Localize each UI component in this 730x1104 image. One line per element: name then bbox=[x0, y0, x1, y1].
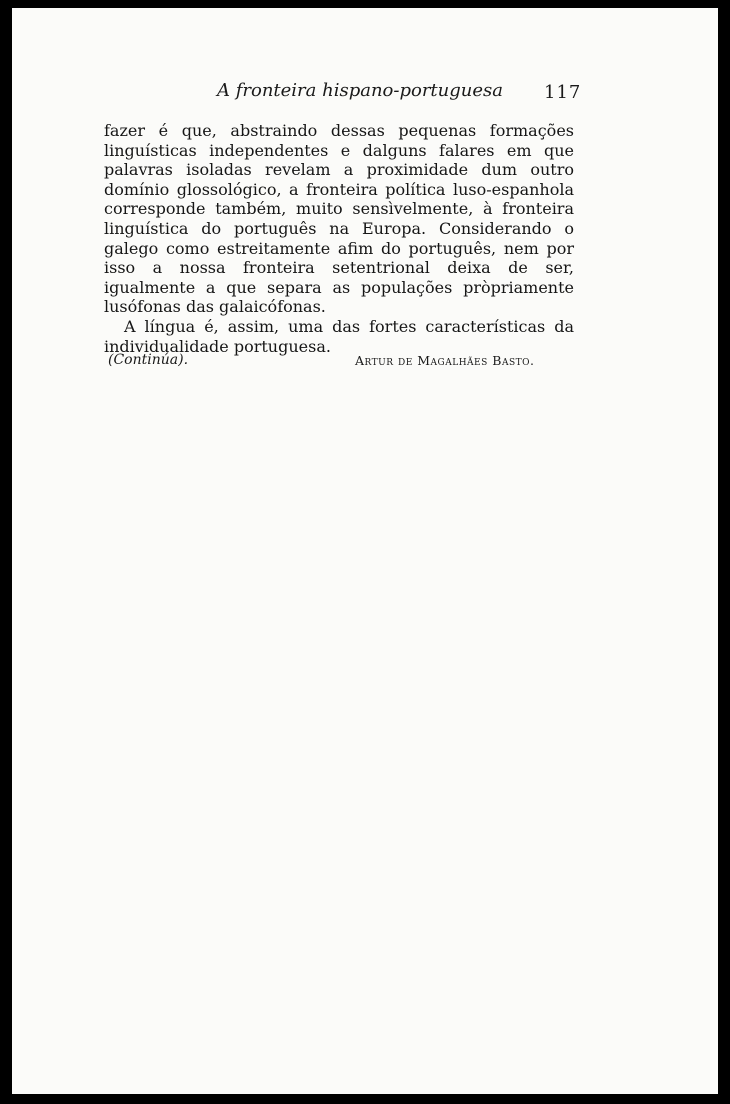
running-title: A fronteira hispano-portuguesa bbox=[217, 80, 503, 101]
continua-note: (Continúa). bbox=[108, 352, 189, 368]
page-header bbox=[12, 80, 718, 110]
signoff bbox=[12, 352, 718, 376]
paragraph-continued: fazer é que, abstraindo dessas pequenas formações linguísticas independentes e dalguns falares em que palavras isoladas revelam a proximidade dum outro domínio glossológico, a fronteira política luso-espanhola corresponde também, muito sensìvelmente, à fronteira linguística do português na Europa. Considerando o galego como estreitamente afim do português, nem por isso a nossa fronteira setentrional deixa de ser, igualmente a que separa as populações pròpriamente lusófonas das galaicófonas. bbox=[104, 121, 574, 317]
author-signature: Artur de Magalhães Basto. bbox=[355, 353, 535, 368]
page-number: 117 bbox=[544, 82, 582, 103]
document-page bbox=[12, 8, 718, 1094]
paragraph-conclusion: A língua é, assim, uma das fortes características da individualidade portuguesa. bbox=[104, 316, 574, 356]
body-text bbox=[104, 121, 574, 356]
